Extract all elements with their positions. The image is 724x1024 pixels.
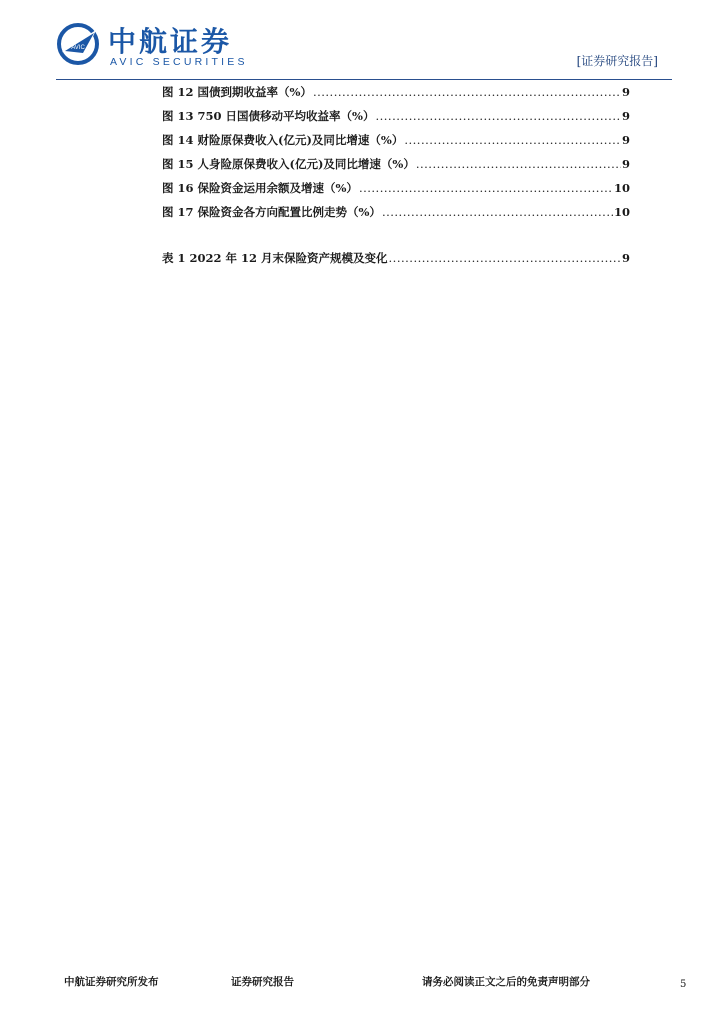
toc-entry-page: 10	[613, 205, 630, 219]
toc-figure-entry[interactable]	[162, 204, 630, 228]
toc-leader-dots	[313, 85, 621, 99]
toc-figure-entry[interactable]	[162, 84, 630, 108]
footer-disclaimer: 请务必阅读正文之后的免责声明部分	[422, 976, 590, 988]
toc-entry-title: 图 16 保险资金运用余额及增速（%）	[162, 181, 358, 195]
toc-leader-dots	[382, 205, 613, 219]
toc-entry-title: 图 12 国债到期收益率（%）	[162, 85, 312, 99]
header-divider	[56, 79, 672, 80]
toc-entry-title: 图 14 财险原保费收入(亿元)及同比增速（%）	[162, 133, 404, 147]
logo-badge-text: AVIC	[71, 45, 85, 51]
logo-english-name: AVIC SECURITIES	[110, 56, 248, 68]
toc-entry-title: 表 1 2022 年 12 月末保险资产规模及变化	[162, 251, 388, 265]
logo-chinese-name: 中航证券	[108, 25, 233, 58]
toc-entry-title: 图 13 750 日国债移动平均收益率（%）	[162, 109, 375, 123]
toc-figure-entry[interactable]	[162, 132, 630, 156]
toc-entry-page: 9	[621, 133, 630, 147]
table-of-contents	[162, 84, 630, 274]
toc-entry-page: 10	[613, 181, 630, 195]
toc-leader-dots	[375, 109, 621, 123]
toc-entry-title: 图 15 人身险原保费收入(亿元)及同比增速（%）	[162, 157, 415, 171]
toc-entry-page: 9	[621, 157, 630, 171]
toc-figure-entry[interactable]	[162, 156, 630, 180]
footer-publisher: 中航证券研究所发布	[64, 976, 159, 988]
toc-leader-dots	[389, 251, 621, 265]
avic-plane-logo-icon	[56, 22, 100, 66]
footer-page-number: 5	[680, 979, 687, 990]
toc-entry-page: 9	[621, 109, 630, 123]
header-document-type: [证券研究报告]	[576, 54, 658, 68]
toc-entry-page: 9	[621, 251, 630, 265]
toc-figure-entry[interactable]	[162, 180, 630, 204]
toc-figure-entry[interactable]	[162, 108, 630, 132]
toc-entry-title: 图 17 保险资金各方向配置比例走势（%）	[162, 205, 381, 219]
footer-document-type: 证券研究报告	[231, 976, 294, 988]
toc-leader-dots	[404, 133, 621, 147]
page-header	[0, 0, 724, 82]
toc-leader-dots	[416, 157, 621, 171]
avic-securities-logo	[56, 22, 256, 72]
page-footer	[0, 970, 724, 1000]
toc-leader-dots	[359, 181, 613, 195]
toc-section-gap	[162, 228, 630, 250]
toc-table-entry[interactable]	[162, 250, 630, 274]
toc-entry-page: 9	[621, 85, 630, 99]
